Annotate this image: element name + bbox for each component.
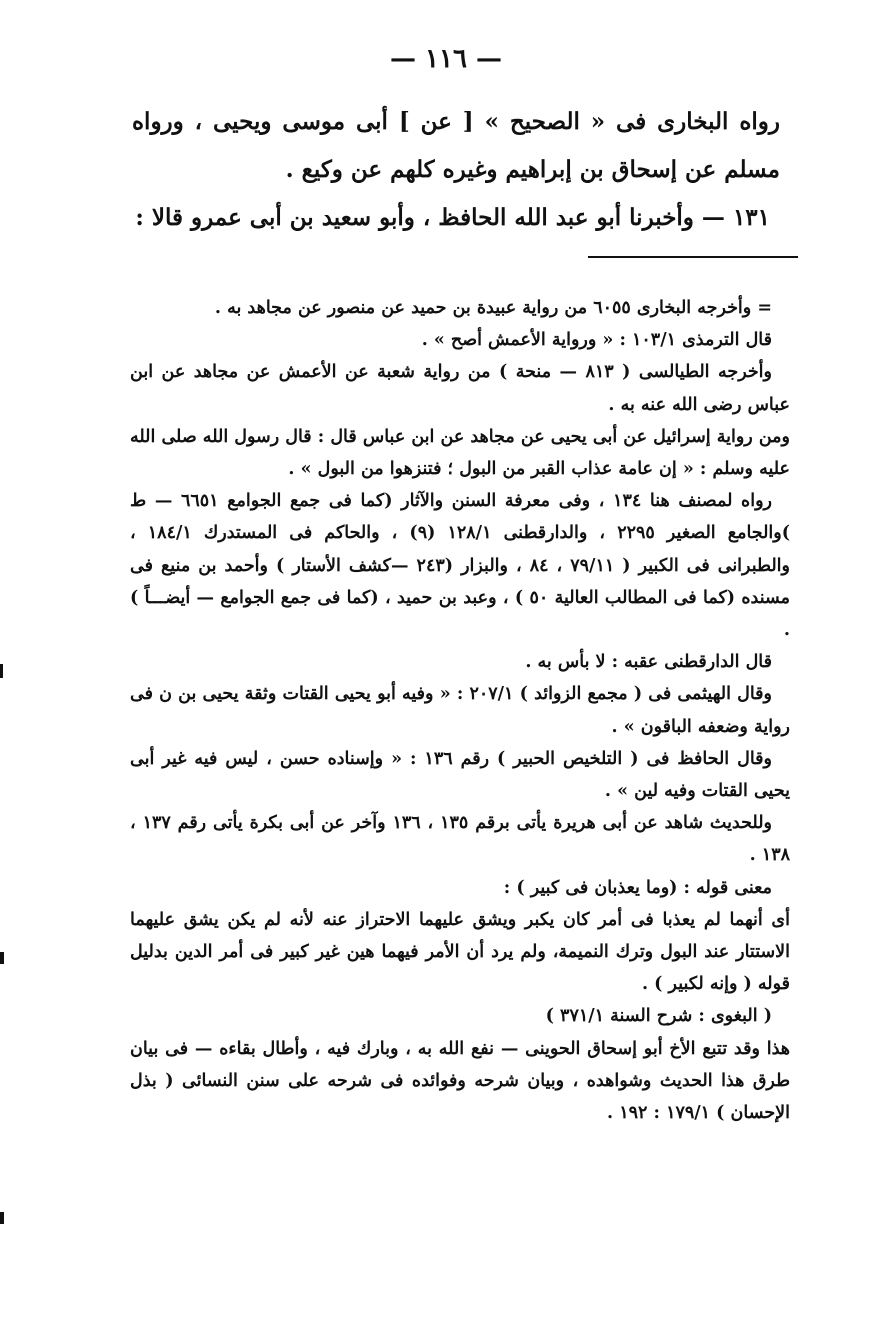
footnote-paragraph: قال الدارقطنى عقبه : لا بأس به . [525,652,772,673]
footnote-paragraph: هذا وقد تتبع الأخ أبو إسحاق الحوينى — نفع الله به ، وبارك فيه ، وأطال بقاءه — فى بيان طرق هذا الحديث وشواهده ، وبيان شرحه وفوائده فى شرحه على سنن النسائى ( بذل الإحسان ) ١٧٩/١ : ١٩٢ . [130,1038,790,1124]
scan-edge-mark [0,664,3,678]
footnote-paragraph: وأخرجه الطيالسى ( ٨١٣ — منحة ) من رواية شعبة عن الأعمش عن مجاهد عن ابن عباس رضى الله عنه به . [130,362,790,415]
hadith-131-paragraph: ١٣١ — وأخبرنا أبو عبد الله الحافظ ، وأبو سعيد بن أبى عمرو قالا : [135,204,770,231]
main-text [132,98,780,242]
footnote-divider [588,256,798,258]
footnote-paragraph: = وأخرجه البخارى ٦٠٥٥ من رواية عبيدة بن حميد عن منصور عن مجاهد به . [214,298,772,318]
footnote-paragraph: أى أنهما لم يعذبا فى أمر كان يكبر ويشق عليهما الاحتراز عنه لأنه لم يكن يشق عليهما الاستتار عند البول وترك النميمة، ولم يرد أن الأمر فيهما هين غير كبير فى أمر الدين بدليل قوله ( وإنه لكبير ) . [130,909,790,995]
page-number: — ١١٦ — [389,44,503,74]
scan-edge-mark [0,952,4,964]
footnote-paragraph: ( البغوى : شرح السنة ٣٧١/١ ) [545,1006,772,1027]
footnote-paragraph: وقال الحافظ فى ( التلخيص الحبير ) رقم ١٣٦ : « وإسناده حسن ، ليس فيه غير أبى يحيى القتات وفيه لين » . [130,748,790,802]
footnote-paragraph: قال الترمذى ١٠٣/١ : « ورواية الأعمش أصح » . [421,330,772,351]
footnote-paragraph: ومن رواية إسرائيل عن أبى يحيى عن مجاهد عن ابن عباس قال : قال رسول الله صلى الله عليه وسلم : « إن عامة عذاب القبر من البول ؛ فتنزهوا من البول » . [130,426,790,480]
footnote-paragraph: رواه لمصنف هنا ١٣٤ ، وفى معرفة السنن والآثار (كما فى جمع الجوامع ٦٦٥١ — ط )والجامع الصغير ٢٢٩٥ ، والدارقطنى ١٢٨/١ (٩) ، والحاكم فى المستدرك ١٨٤/١ ، والطبرانى فى الكبير ( ٧٩/١١ ، ٨٤ ، والبزار (٢٤٣ —كشف الأستار ) وأحمد بن منيع فى مسنده (كما فى المطالب العالية ٥٠ ) ، وعبد بن حميد ، (كما فى جمع الجوامع — أيضـــاً ) . [130,491,791,641]
main-paragraph: رواه البخارى فى « الصحيح » [ عن ] أبى موسى ويحيى ، ورواه مسلم عن إسحاق بن إبراهيم وغيره كلهم عن وكيع . [132,108,780,183]
footnote-paragraph: وللحديث شاهد عن أبى هريرة يأتى برقم ١٣٥ ، ١٣٦ وآخر عن أبى بكرة يأتى رقم ١٣٧ ، ١٣٨ . [130,813,790,866]
footnote-paragraph: وقال الهيثمى فى ( مجمع الزوائد ) ٢٠٧/١ : « وفيه أبو يحيى القتات وثقة يحيى بن ن فى رواية وضعفه الباقون » . [130,684,790,737]
scan-edge-mark [0,1212,4,1224]
footnote-paragraph: معنى قوله : (وما يعذبان فى كبير ) : [503,877,772,898]
footnotes [130,292,790,1129]
